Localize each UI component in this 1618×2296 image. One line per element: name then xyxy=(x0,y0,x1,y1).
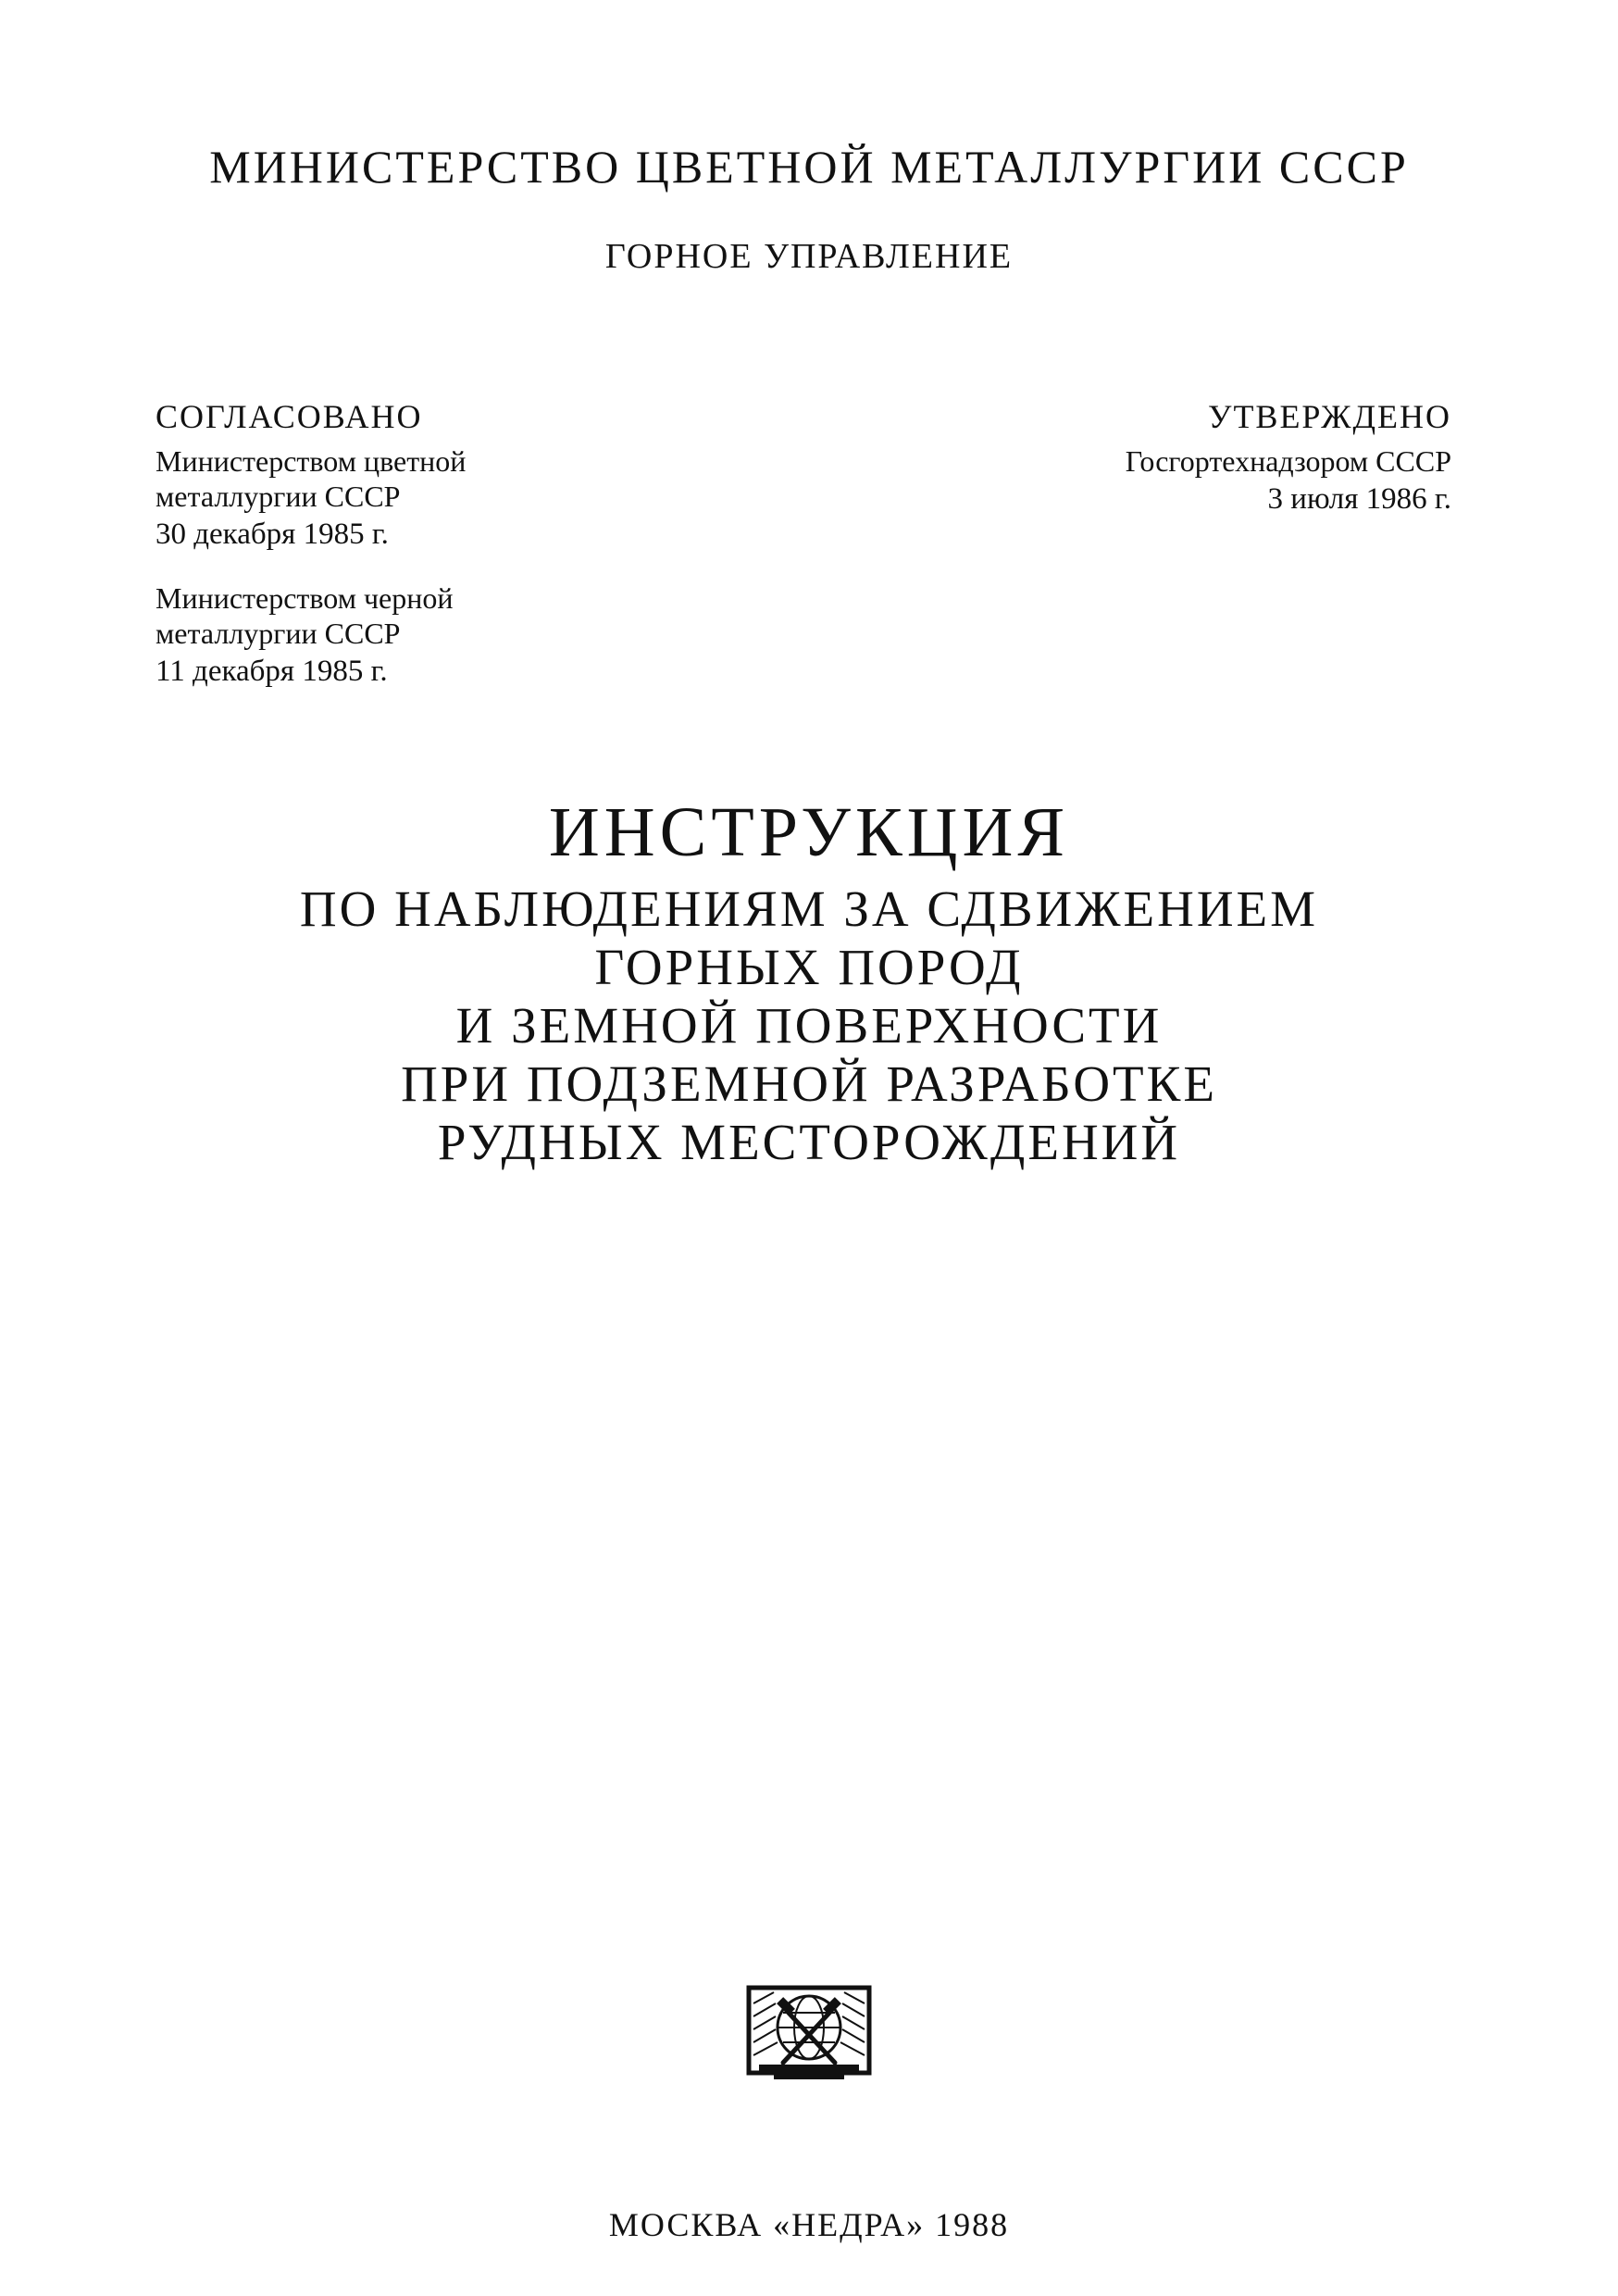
approved-date: 3 июля 1986 г. xyxy=(1267,482,1451,516)
approved-block xyxy=(933,396,1451,519)
agreed-group-1-line-1: Министерством цветной xyxy=(156,444,467,478)
agreed-block xyxy=(156,396,637,692)
document-title: ИНСТРУКЦИЯ xyxy=(548,793,1070,871)
subtitle-line-2: ГОРНЫХ ПОРОД xyxy=(594,939,1024,995)
department-heading: ГОРНОЕ УПРАВЛЕНИЕ xyxy=(604,237,1014,276)
agreed-group-2-line-1: Министерством черной xyxy=(156,581,454,615)
subtitle-line-1: ПО НАБЛЮДЕНИЯМ ЗА СДВИЖЕНИЕМ xyxy=(299,880,1319,937)
publisher-imprint: МОСКВА «НЕДРА» 1988 xyxy=(608,2206,1010,2243)
subtitle-line-5: РУДНЫХ МЕСТОРОЖДЕНИЙ xyxy=(437,1114,1181,1170)
agreed-heading: СОГЛАСОВАНО xyxy=(156,398,423,435)
agreed-group-1-date: 30 декабря 1985 г. xyxy=(156,518,389,551)
agreed-group-1-line-2: металлургии СССР xyxy=(156,480,401,513)
subtitle-line-4: ПРИ ПОДЗЕМНОЙ РАЗРАБОТКЕ xyxy=(401,1055,1217,1112)
agreed-group-2-date: 11 декабря 1985 г. xyxy=(156,655,388,688)
approved-heading: УТВЕРЖДЕНО xyxy=(1207,398,1451,435)
ministry-heading: МИНИСТЕРСТВО ЦВЕТНОЙ МЕТАЛЛУРГИИ СССР xyxy=(209,141,1409,193)
approved-line-1: Госгортехнадзором СССР xyxy=(1125,444,1451,478)
subtitle-line-3: И ЗЕМНОЙ ПОВЕРХНОСТИ xyxy=(455,997,1163,1054)
document-subtitle xyxy=(0,880,1618,1171)
publisher-emblem-icon xyxy=(746,1985,872,2081)
agreed-group-2-line-2: металлургии СССР xyxy=(156,617,401,650)
